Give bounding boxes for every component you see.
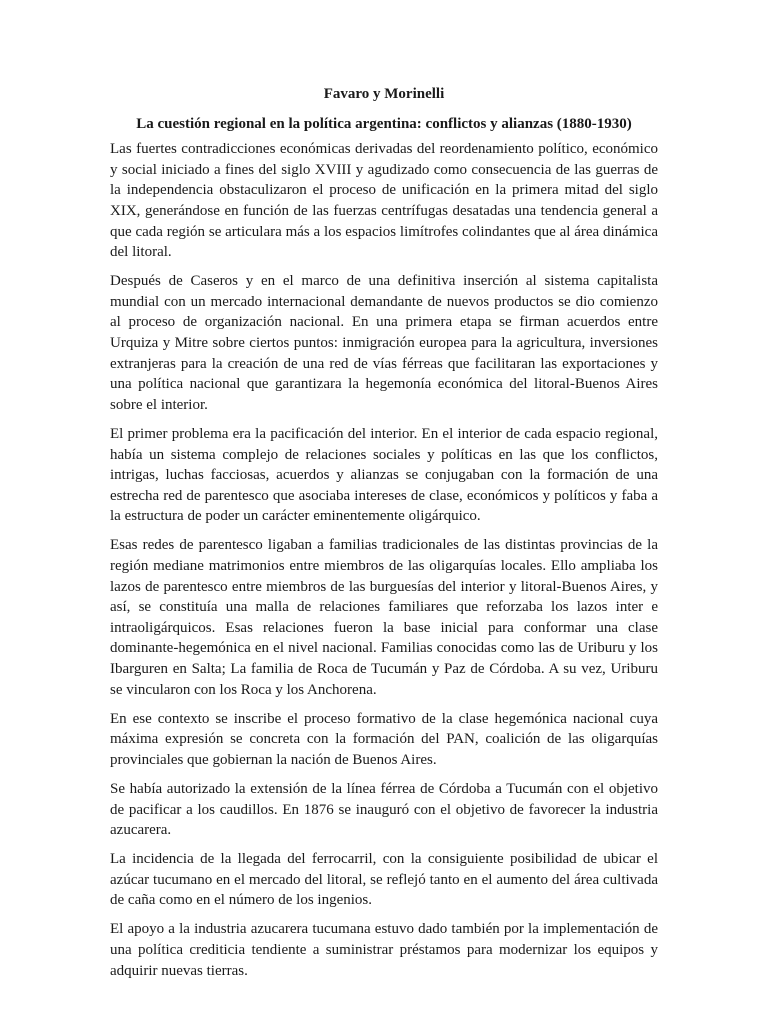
paragraph-5: En ese contexto se inscribe el proceso formativo de la clase hegemónica nacional cuya máxima expresión se concreta con la formación del PAN, coalición de las oligarquías provinciales que gobiernan la nación de Buenos Aires. [110,710,658,768]
paragraph-2: Después de Caseros y en el marco de una definitiva inserción al sistema capitalista mundial con un mercado internacional demandante de nuevos productos se dio comienzo al proceso de organización nacional. En una primera etapa se firman acuerdos entre Urquiza y Mitre sobre ciertos puntos: inmigración europea para la agricultura, inversiones extranjeras para la creación de una red de vías férreas que facilitaran las exportaciones y una política nacional que garantizara la hegemonía económica del litoral-Buenos Aires sobre el interior. [110,273,658,413]
document-author: Favaro y Morinelli [323,86,445,102]
paragraph-7: La incidencia de la llegada del ferrocarril, con la consiguiente posibilidad de ubicar el azúcar tucumano en el mercado del litoral, se reflejó tanto en el aumento del área cultivada de caña como en el número de los ingenios. [110,851,658,909]
document-page [110,84,658,990]
paragraph-1: Las fuertes contradicciones económicas derivadas del reordenamiento político, económico y social iniciado a fines del siglo XVIII y agudizado como consecuencia de las guerras de la independencia obstaculizaron el proceso de unificación en la primera mitad del siglo XIX, generándose en función de las fuerzas centrífugas desatadas una tendencia general a que cada región se articulara más a los espacios limítrofes colindantes que al área dinámica del litoral. [110,141,658,261]
paragraph-4: Esas redes de parentesco ligaban a familias tradicionales de las distintas provincias de la región mediane matrimonios entre miembros de las oligarquías locales. Ello ampliaba los lazos de parentesco entre miembros de las burguesías del interior y litoral-Buenos Aires, y así, se constituía una malla de relaciones familiares que reforzaba los lazos inter e intraoligárquicos. Esas relaciones fueron la base inicial para conformar una clase dominante-hegemónica en el nivel nacional. Familias conocidas como las de Uriburu y los Ibarguren en Salta; La familia de Roca de Tucumán y Paz de Córdoba. A su vez, Uriburu se vincularon con los Roca y los Anchorena. [110,537,658,698]
document-title: La cuestión regional en la política argentina: conflictos y alianzas (1880-1930) [136,115,632,132]
paragraph-6: Se había autorizado la extensión de la línea férrea de Córdoba a Tucumán con el objetivo de pacificar a los caudillos. En 1876 se inauguró con el objetivo de favorecer la industria azucarera. [110,780,658,839]
paragraph-3: El primer problema era la pacificación del interior. En el interior de cada espacio regional, había un sistema complejo de relaciones sociales y políticas en las que los conflictos, intrigas, luchas facciosas, acuerdos y alianzas se conjugaban con la formación de una estrecha red de parentesco que asociaba intereses de clase, económicos y políticos y faba a la estructura de poder un carácter eminentemente oligárquico. [110,425,658,525]
paragraph-8: El apoyo a la industria azucarera tucumana estuvo dado también por la implementación de una política crediticia tendiente a suministrar préstamos para modernizar los equipos y adquirir nuevas tierras. [110,921,658,979]
